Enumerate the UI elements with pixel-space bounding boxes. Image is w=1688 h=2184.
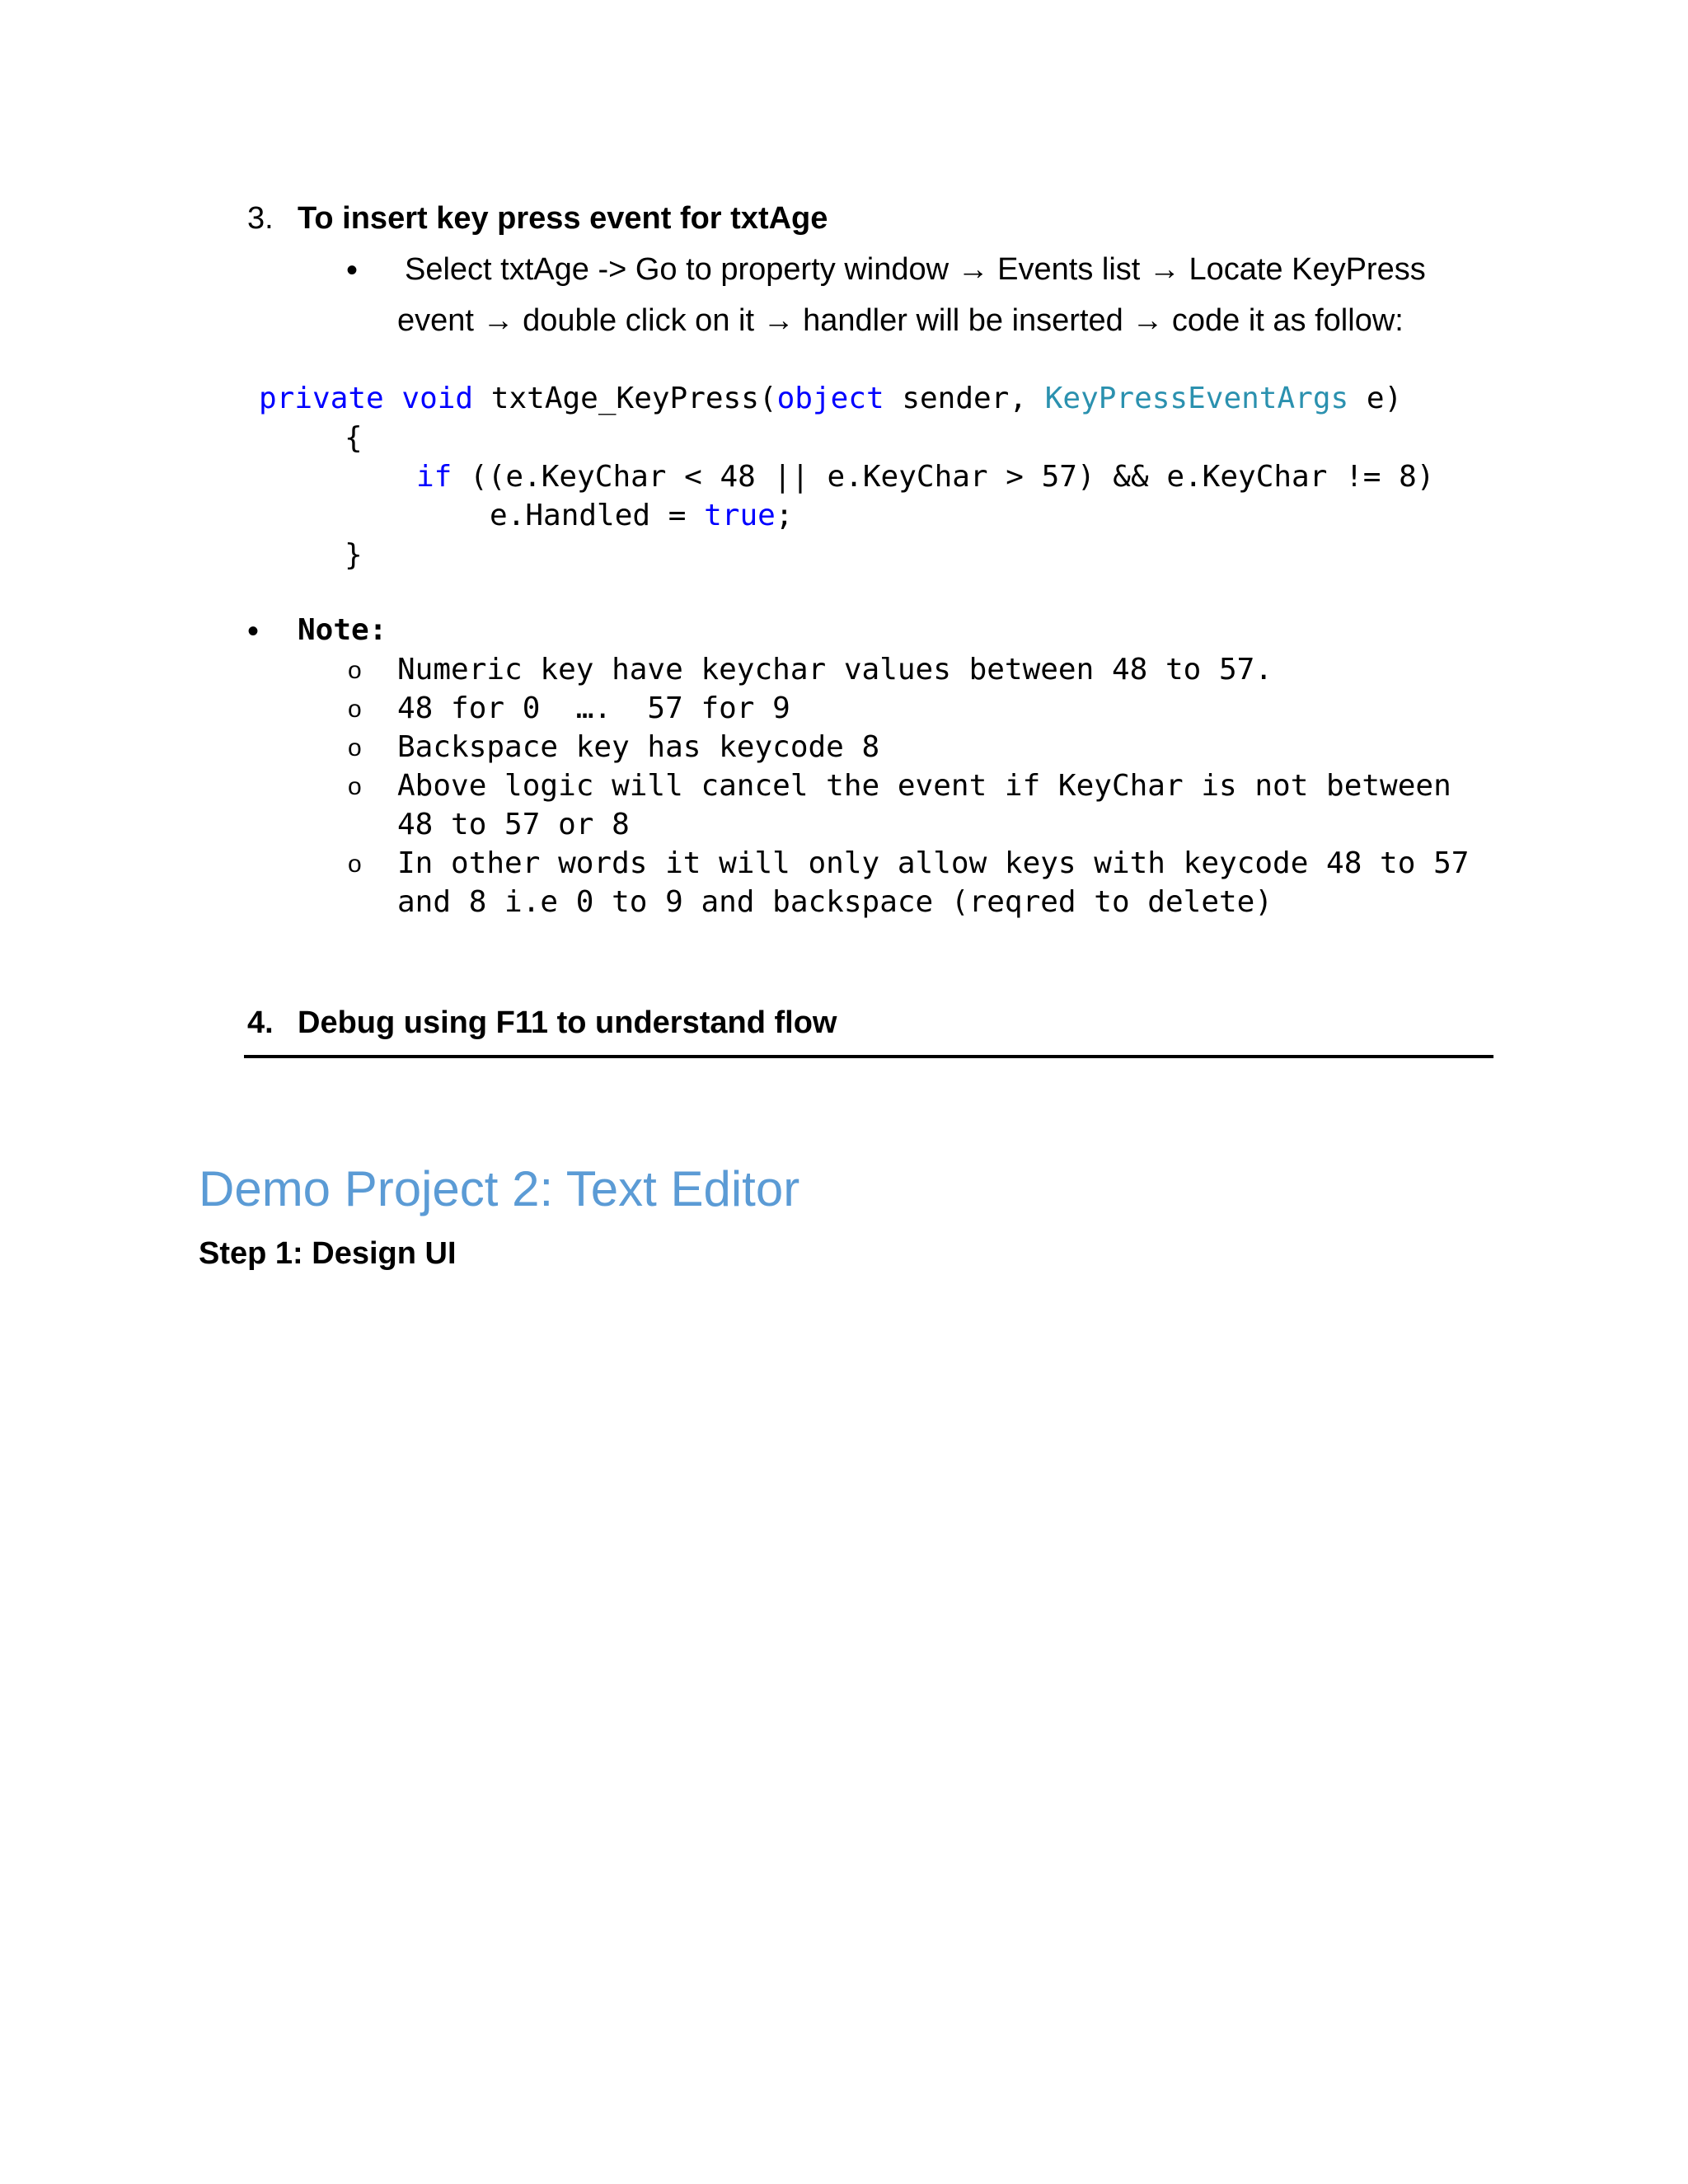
instruction-line-2: event → double click on it → handler will be inserted → code it as follow: (397, 303, 1404, 338)
section-3-number: 3. (247, 201, 274, 236)
note-item-4-line-2: 48 to 57 or 8 (397, 808, 630, 841)
method-name: txtAge_KeyPress( (490, 382, 777, 415)
step-1-heading: Step 1: Design UI (199, 1236, 457, 1271)
section-3-title: To insert key press event for txtAge (298, 201, 828, 236)
semicolon: ; (775, 499, 794, 532)
code-line-2: { (345, 421, 363, 455)
code-line-1 (259, 379, 1402, 419)
note-bullet-icon: • (247, 613, 260, 649)
circle-bullet-icon: o (348, 734, 362, 762)
keyword-private: private (259, 382, 384, 415)
param-sender: sender, (902, 382, 1028, 415)
demo-heading: Demo Project 2: Text Editor (199, 1161, 800, 1216)
section-4-number: 4. (247, 1005, 274, 1040)
note-item-3: Backspace key has keycode 8 (397, 730, 880, 764)
instruction-line-1: Select txtAge -> Go to property window → Events list → Locate KeyPress (405, 252, 1426, 287)
circle-bullet-icon: o (348, 696, 362, 723)
keyword-object: object (776, 382, 884, 415)
keyword-void: void (401, 382, 474, 415)
code-line-4 (490, 496, 793, 536)
note-item-2: 48 for 0 …. 57 for 9 (397, 691, 790, 725)
section-4-title: Debug using F11 to understand flow (298, 1005, 837, 1040)
circle-bullet-icon: o (348, 851, 362, 878)
param-e: e) (1366, 382, 1403, 415)
code-line-5: } (345, 538, 363, 572)
circle-bullet-icon: o (348, 773, 362, 800)
code-line-3 (416, 457, 1434, 497)
keyword-true: true (704, 499, 776, 532)
circle-bullet-icon: o (348, 657, 362, 684)
note-item-1: Numeric key have keychar values between 48 to 57. (397, 653, 1273, 687)
note-item-5-line-1: In other words it will only allow keys with keycode 48 to 57 (397, 846, 1470, 880)
handled-assign: e.Handled = (490, 499, 705, 532)
note-item-4-line-1: Above logic will cancel the event if KeyChar is not between (397, 769, 1451, 803)
section-divider (244, 1055, 1493, 1058)
note-item-5-line-2: and 8 i.e 0 to 9 and backspace (reqred to delete) (397, 885, 1273, 919)
keyword-if: if (416, 460, 452, 494)
if-condition: ((e.KeyChar < 48 || e.KeyChar > 57) && e.KeyChar != 8) (470, 460, 1435, 494)
type-keypresseventargs: KeyPressEventArgs (1044, 382, 1349, 415)
bullet-icon: • (346, 252, 359, 288)
note-label: Note: (298, 613, 387, 647)
